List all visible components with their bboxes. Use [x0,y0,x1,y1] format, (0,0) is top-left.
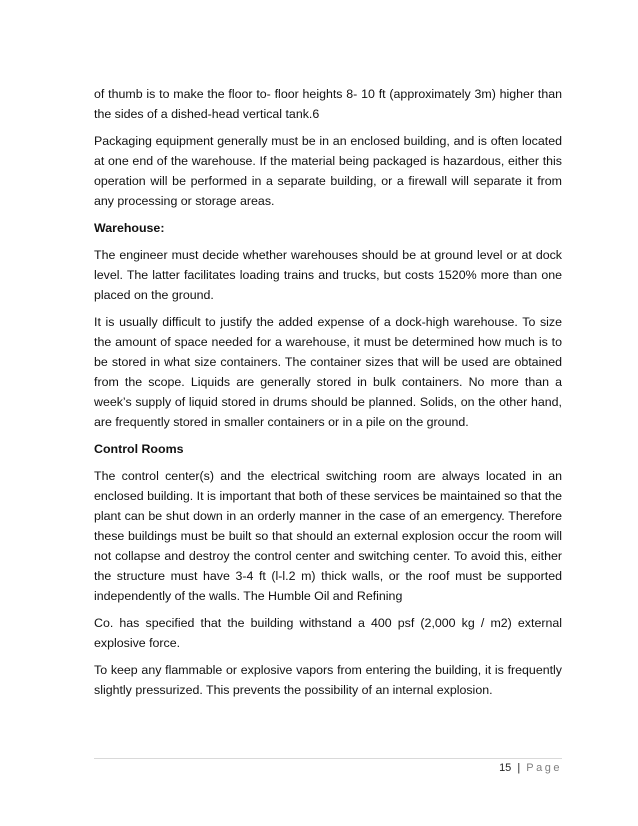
heading-warehouse: Warehouse: [94,221,165,235]
document-body [94,84,562,707]
page-footer [499,762,562,774]
paragraph-packaging-equipment: Packaging equipment generally must be in an enclosed building, and is often located at one end of the warehouse. If the material being packaged is hazardous, either this operation will be performed in a separate building, or a firewall will separate it from any processing or storage areas. [94,134,562,208]
paragraph-warehouse-size: It is usually difficult to justify the added expense of a dock-high warehouse. To size the amount of space needed for a warehouse, it must be determined how much is to be stored in what size containers. The container sizes that will be used are obtained from the scope. Liquids are generally stored in bulk containers. No more than a week’s supply of liquid stored in drums should be planned. Solids, on the other hand, are frequently stored in smaller containers or in a pile on the ground. [94,315,562,429]
footer-separator: | [517,762,521,774]
paragraph-warehouse-level: The engineer must decide whether warehouses should be at ground level or at dock level. The latter facilitates loading trains and trucks, but costs 1520% more than one placed on the ground. [94,248,562,302]
paragraph-control-center: The control center(s) and the electrical switching room are always located in an enclosed building. It is important that both of these services be maintained so that the plant can be shut down in an orderly manner in the case of an emergency. Therefore these buildings must be built so that should an external explosion occur the room will not collapse and destroy the control center and switching center. To avoid this, either the structure must have 3-4 ft (l-l.2 m) thick walls, or the roof must be supported independently of the walls. The Humble Oil and Refining [94,469,562,603]
page-label: Page [526,762,562,774]
footer-divider [94,758,562,759]
paragraph-floor-heights: of thumb is to make the floor to- floor heights 8- 10 ft (approximately 3m) higher than the sides of a dished-head vertical tank.6 [94,87,562,121]
page-number: 15 [499,762,512,774]
paragraph-explosive-force: Co. has specified that the building withstand a 400 psf (2,000 kg / m2) external explosive force. [94,616,562,650]
heading-control-rooms: Control Rooms [94,442,184,456]
paragraph-pressurization: To keep any flammable or explosive vapors from entering the building, it is frequently slightly pressurized. This prevents the possibility of an internal explosion. [94,663,562,697]
